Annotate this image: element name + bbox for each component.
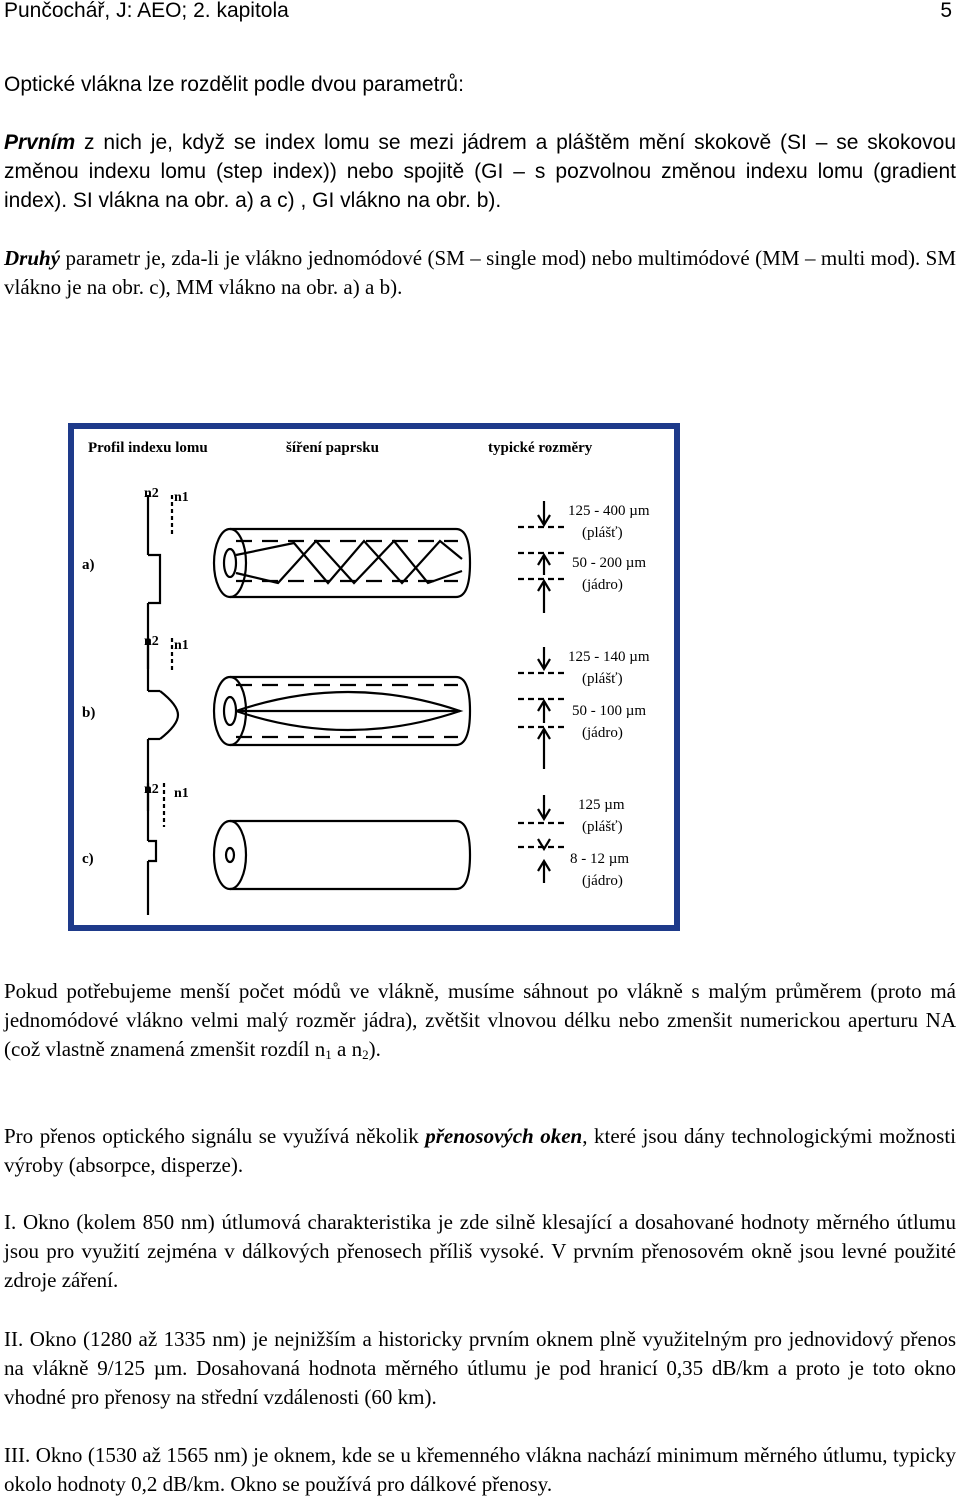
paragraph-second-parameter bbox=[4, 244, 956, 302]
row-label-c: c) bbox=[82, 851, 94, 867]
paragraph-first-parameter bbox=[4, 128, 956, 215]
column-header-dimensions: typické rozměry bbox=[488, 440, 593, 456]
inner-diameter-a: 50 - 200 µm bbox=[572, 555, 647, 571]
inner-label-a: (jádro) bbox=[582, 577, 623, 593]
intro-paragraph: Optické vlákna lze rozdělit podle dvou parametrů: bbox=[4, 73, 464, 96]
outer-label-a: (plášť) bbox=[582, 525, 623, 541]
paragraph-window-1: I. Okno (kolem 850 nm) útlumová charakteristika je zde silně klesající a dosahované hodnoty měrného útlumu jsou pro využití zejména v dálkových přenosech příliš vysoké. V prvním přenosovém okně jsou levné použité zdroje záření. bbox=[4, 1210, 956, 1292]
row-label-a: a) bbox=[82, 557, 95, 573]
outer-diameter-c: 125 µm bbox=[578, 797, 625, 813]
n2-label-a: n2 bbox=[144, 486, 159, 501]
fiber-types-figure bbox=[68, 423, 680, 931]
row-label-b: b) bbox=[82, 705, 96, 721]
paragraph-text: z nich je, když se index lomu se mezi jádrem a pláštěm mění skokově (SI – se skokovou změnou indexu lomu (step index)) nebo spojitě (GI – s pozvolnou změnou indexu lomu (gradient index). SI vlákna na obr. a) a c) , GI vlákno na obr. b). bbox=[4, 131, 956, 212]
paragraph-windows bbox=[4, 1122, 956, 1180]
page-number: 5 bbox=[940, 0, 952, 22]
n2-label-c: n2 bbox=[144, 782, 159, 797]
paragraph-window-2: II. Okno (1280 až 1335 nm) je nejnižším a historicky prvním oknem plně využitelným pro jednovidový přenos na vlákně 9/125 µm. Dosahovaná hodnota měrného útlumu je pod hranicí 0,35 dB/km a proto je toto okno vhodné pro přenosy na střední vzdálenosti (60 km). bbox=[4, 1327, 956, 1409]
emphasis-term: přenosových oken bbox=[425, 1124, 583, 1148]
paragraph-text: , které jsou dány technologickými možnosti výroby (absorpce, disperze). bbox=[4, 1124, 956, 1177]
n2-label-b: n2 bbox=[144, 634, 159, 649]
inner-diameter-b: 50 - 100 µm bbox=[572, 703, 647, 719]
paragraph-text: Pro přenos optického signálu se využívá několik bbox=[4, 1124, 426, 1148]
column-header-propagation: šíření paprsku bbox=[286, 440, 379, 456]
fiber-diagram bbox=[68, 423, 680, 931]
outer-diameter-b: 125 - 140 µm bbox=[568, 649, 650, 665]
header-title: Punčochář, J: AEO; 2. kapitola bbox=[4, 0, 289, 22]
subscript: 2 bbox=[362, 1047, 369, 1062]
paragraph-text: Pokud potřebujeme menší počet módů ve vlákně, musíme sáhnout po vlákně s malým průměrem (proto má jednomódové vlákno velmi malý rozměr jádra), zvětšit vlnovou délku nebo zmenšit numerickou aperturu NA (což vlastně znamená zmenšit rozdíl n bbox=[4, 979, 956, 1061]
paragraph-window-3: III. Okno (1530 až 1565 nm) je oknem, kde se u křemenného vlákna nachází minimum měrného útlumu, typicky okolo hodnoty 0,2 dB/km. Okno se používá pro dálkové přenosy. bbox=[4, 1443, 956, 1496]
paragraph-modes bbox=[4, 977, 956, 1064]
inner-label-c: (jádro) bbox=[582, 873, 623, 889]
outer-diameter-a: 125 - 400 µm bbox=[568, 503, 650, 519]
paragraph-text-end: ). bbox=[368, 1037, 381, 1061]
lead-word: Prvním bbox=[4, 131, 76, 154]
inner-diameter-c: 8 - 12 µm bbox=[570, 851, 630, 867]
n1-label-a: n1 bbox=[174, 490, 189, 505]
n1-label-c: n1 bbox=[174, 786, 189, 801]
paragraph-text-mid: a n bbox=[331, 1037, 363, 1061]
subscript: 1 bbox=[325, 1047, 332, 1062]
outer-label-b: (plášť) bbox=[582, 671, 623, 687]
inner-label-b: (jádro) bbox=[582, 725, 623, 741]
outer-label-c: (plášť) bbox=[582, 819, 623, 835]
n1-label-b: n1 bbox=[174, 638, 189, 653]
column-header-index-profile: Profil indexu lomu bbox=[88, 440, 208, 456]
paragraph-text: parametr je, zda-li je vlákno jednomódové (SM – single mod) nebo multimódové (MM – multi mod). SM vlákno je na obr. c), MM vlákno na obr. a) a b). bbox=[4, 246, 956, 299]
lead-word: Druhý bbox=[4, 246, 61, 270]
